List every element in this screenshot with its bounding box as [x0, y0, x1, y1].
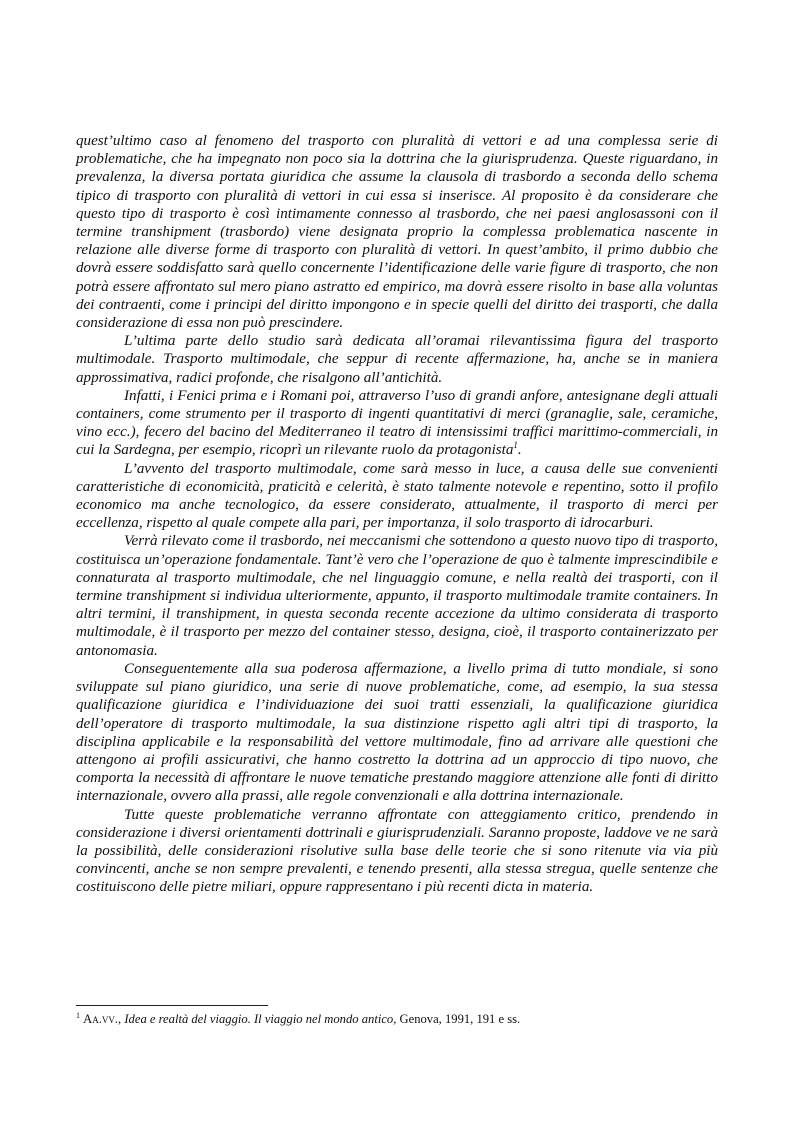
paragraph-3-text: Infatti, i Fenici prima e i Romani poi, attraverso l’uso di grandi anfore, antesignane degli attuali containers, come strumento per il trasporto di ingenti quantitativi di merci (granaglie, sale, ceramiche, vino ecc.), fecero del bacino del Mediterraneo il teatro di intensissimi traffici marittimo-commerciali, in cui la Sardegna, per esempio, ricoprì un rilevante ruolo da protagonista: [76, 387, 718, 459]
footnote-number: 1: [76, 1010, 80, 1020]
paragraph-5: Verrà rilevato come il trasbordo, nei meccanismi che sottendono a questo nuovo tipo di trasporto, costituisca un’operazione fondamentale. Tant’è vero che l’operazione de quo è talmente imprescindibile e connaturata al trasporto multimodale, che nel linguaggio comune, e nella realtà dei trasporti, con il termine transhipment si individua ulteriormente, appunto, il trasporto multimodale tramite containers. In altri termini, il transhipment, in questa seconda recente accezione da ultimo considerata di trasporto multimodale, è il trasporto per mezzo del container stesso, designa, cioè, il trasporto containerizzato per antonomasia.: [76, 533, 718, 659]
paragraph-4: L’avvento del trasporto multimodale, come sarà messo in luce, a causa delle sue convenienti caratteristiche di economicità, praticità e celerità, è stato talmente notevole e repentino, sotto il profilo economico ma anche tecnologico, da essere considerato, attualmente, il trasporto di merci per eccellenza, rispetto al quale compete alla pari, per importanza, il solo trasporto di idrocarburi.: [76, 460, 718, 532]
footnote: [76, 1011, 718, 1027]
footnote-separator: [76, 1005, 268, 1006]
paragraph-3: [76, 387, 718, 460]
paragraph-3-end: .: [517, 442, 522, 459]
footnote-title: Idea e realtà del viaggio. Il viaggio nel mondo antico,: [124, 1012, 397, 1026]
footnote-rest: Genova, 1991, 191 e ss.: [396, 1012, 521, 1026]
paragraph-2: L’ultima parte dello studio sarà dedicata all’oramai rilevantissima figura del trasporto multimodale. Trasporto multimodale, che seppur di recente affermazione, ha, anche se in maniera approssimativa, radici profonde, che risalgono all’antichità.: [76, 333, 718, 386]
footnote-reference[interactable]: 1: [513, 440, 518, 451]
paragraph-7: Tutte queste problematiche verranno affrontate con atteggiamento critico, prendendo in considerazione i diversi orientamenti dottrinali e giurisprudenziali. Saranno proposte, laddove ve ne sarà la possibilità, delle considerazioni risolutive sulla base delle teorie che si sono ritenute via via più convincenti, anche se non sempre prevalenti, e tenendo presenti, alla stessa stregua, quelle sentenze che costituiscono delle pietre miliari, oppure rappresentano i più recenti dicta in materia.: [76, 806, 718, 896]
paragraph-6: Conseguentemente alla sua poderosa affermazione, a livello prima di tutto mondiale, si sono sviluppate sul piano giuridico, una serie di nuove problematiche, come, ad esempio, la sua stessa qualificazione giuridica e l’individuazione dei suoi tratti essenziali, la qualificazione giuridica dell’operatore di trasporto multimodale, la sua distinzione rispetto agli altri tipi di trasporto, la disciplina applicabile e la responsabilità del vettore multimodale, fino ad arrivare alle questioni che attengono ai profili assicurativi, che hanno costretto la dottrina ad un approccio di tipo nuovo, che comporta la necessità di affrontare le nuove tematiche prestando maggiore attenzione alle fonti di diritto internazionale, ovvero alla prassi, alle regole convenzionali e alla dottrina internazionale.: [76, 660, 718, 805]
body-text: [76, 132, 718, 897]
paragraph-1: quest’ultimo caso al fenomeno del trasporto con pluralità di vettori e ad una complessa serie di problematiche, che ha impegnato non poco sia la dottrina che la giurisprudenza. Queste riguardano, in prevalenza, la diversa portata giuridica che assume la clausola di trasbordo a seconda dello schema tipico di trasporto con pluralità di vettori in cui essa si inserisce. Al proposito è da considerare che questo tipo di trasporto è così intimamente connesso al trasbordo, che nei paesi anglosassoni con il termine transhipment (trasbordo) viene designata proprio la complessa problematica nascente in relazione alle diverse forme di trasporto con pluralità di vettori. In quest’ambito, il primo dubbio che dovrà essere soddisfatto sarà quello concernente l’identificazione delle varie figure di trasporto, che non potrà essere affrontato sul mero piano astratto ed empirico, ma dovrà essere risolto in base alla voluntas dei contraenti, come i principi del diritto impongono e in specie quelli del diritto dei trasporti, che dalla considerazione di essa non può prescindere.: [76, 133, 718, 332]
footnote-author: Aa.vv.,: [83, 1012, 122, 1026]
